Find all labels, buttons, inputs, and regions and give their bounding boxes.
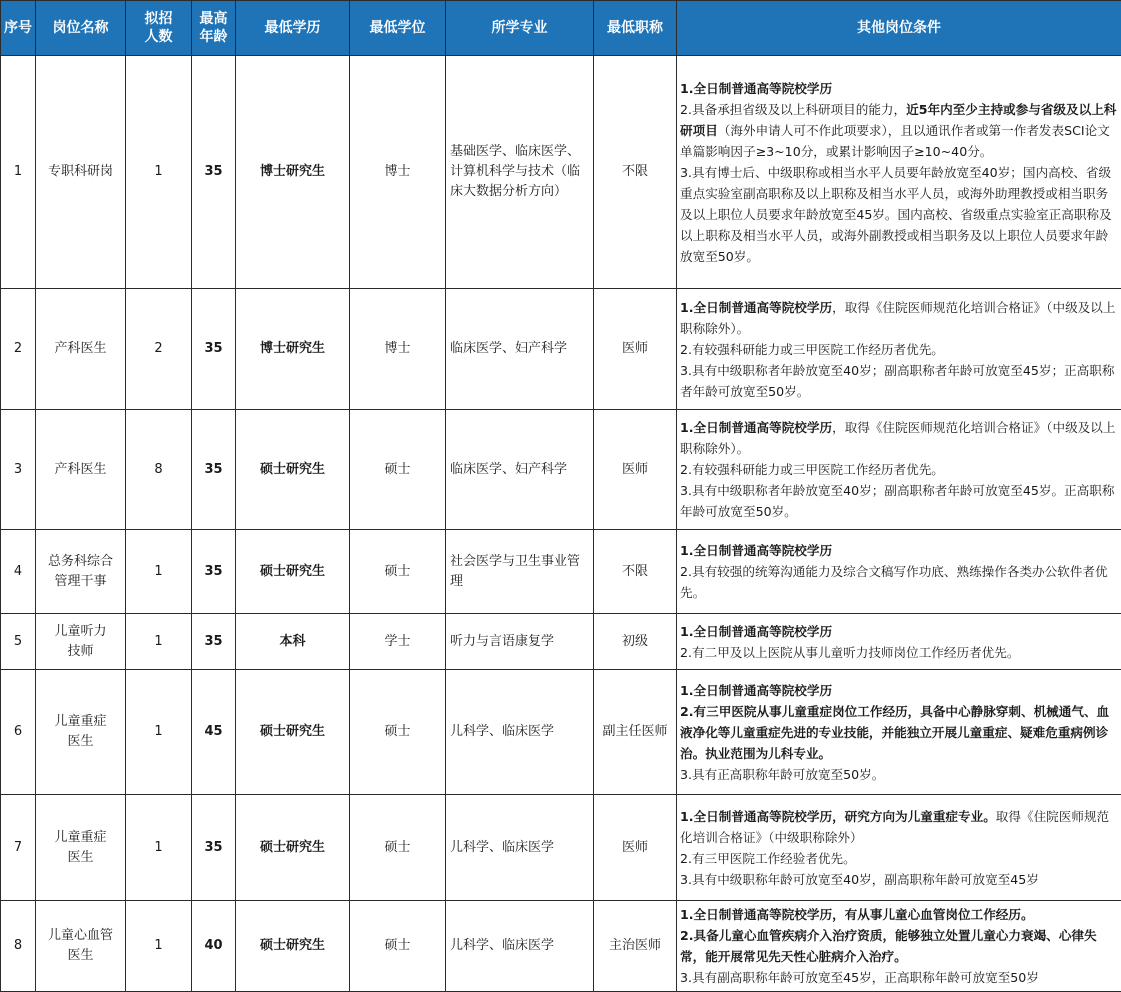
cell-edu: 硕士研究生 bbox=[236, 670, 350, 795]
cell-degree: 博士 bbox=[350, 289, 446, 410]
cell-degree: 硕士 bbox=[350, 795, 446, 901]
condition-text: 3.具有中级职称者年龄放宽至40岁；副高职称者年龄可放宽至45岁。正高职称年龄可放宽至50岁。 bbox=[680, 483, 1114, 519]
cell-major: 儿科学、临床医学 bbox=[446, 670, 594, 795]
table-row bbox=[1, 795, 1121, 901]
header-age-line1: 最高 bbox=[200, 11, 228, 27]
table-row bbox=[1, 410, 1121, 530]
condition-line bbox=[680, 297, 1118, 339]
condition-line bbox=[680, 806, 1118, 848]
cell-post-line: 医生 bbox=[36, 732, 125, 752]
cell-degree: 硕士 bbox=[350, 530, 446, 614]
cell-conditions bbox=[677, 670, 1121, 795]
table-row bbox=[1, 289, 1121, 410]
condition-line bbox=[680, 925, 1118, 967]
condition-text: 2.具备承担省级及以上科研项目的能力， bbox=[680, 102, 906, 117]
cell-title: 不限 bbox=[594, 530, 677, 614]
cell-degree: 硕士 bbox=[350, 901, 446, 992]
cell-post-line: 产科医生 bbox=[36, 460, 125, 480]
cell-major: 基础医学、临床医学、计算机科学与技术（临床大数据分析方向） bbox=[446, 56, 594, 289]
condition-line bbox=[680, 99, 1118, 162]
condition-line bbox=[680, 621, 1118, 642]
cell-no: 7 bbox=[1, 795, 36, 901]
header-cond: 其他岗位条件 bbox=[677, 1, 1121, 56]
cell-conditions bbox=[677, 614, 1121, 670]
condition-text: 2.有三甲医院工作经验者优先。 bbox=[680, 851, 856, 866]
condition-text: ，取得《住院医师规范化培训合格证》（中级及以上职称除外）。 bbox=[680, 420, 1115, 456]
cell-no: 3 bbox=[1, 410, 36, 530]
cell-no: 1 bbox=[1, 56, 36, 289]
cell-degree: 博士 bbox=[350, 56, 446, 289]
cell-major: 儿科学、临床医学 bbox=[446, 901, 594, 992]
condition-text: 3.具有中级职称者年龄放宽至40岁；副高职称者年龄可放宽至45岁；正高职称者年龄可放宽至50岁。 bbox=[680, 363, 1114, 399]
cell-title: 副主任医师 bbox=[594, 670, 677, 795]
condition-line bbox=[680, 360, 1118, 402]
condition-line bbox=[680, 967, 1118, 988]
condition-line bbox=[680, 417, 1118, 459]
cell-edu: 硕士研究生 bbox=[236, 530, 350, 614]
condition-line bbox=[680, 78, 1118, 99]
condition-text-bold: 1.全日制普通高等院校学历 bbox=[680, 624, 832, 639]
header-edu: 最低学历 bbox=[236, 1, 350, 56]
cell-major: 临床医学、妇产科学 bbox=[446, 410, 594, 530]
condition-text: 3.具有博士后、中级职称或相当水平人员要年龄放宽至40岁；国内高校、省级重点实验室副高职称及以上职称及相当水平人员，或海外助理教授或相当职务及以上职位人员要求年龄放宽至45岁。国内高校、省级重点实验室正高职称及以上职称及相当水平人员，或海外副教授或相当职务及以上职位人员要求年龄放宽至50岁。 bbox=[680, 165, 1112, 264]
condition-text-bold: 2.具备儿童心血管疾病介入治疗资质，能够独立处置儿童心力衰竭、心律失常，能开展常见先天性心脏病介入治疗。 bbox=[680, 928, 1097, 964]
cell-degree: 硕士 bbox=[350, 410, 446, 530]
cell-num: 1 bbox=[126, 901, 192, 992]
cell-post bbox=[36, 56, 126, 289]
cell-edu: 博士研究生 bbox=[236, 289, 350, 410]
cell-post-line: 医生 bbox=[36, 848, 125, 868]
cell-post-line: 管理干事 bbox=[36, 572, 125, 592]
condition-line bbox=[680, 764, 1118, 785]
condition-text: 3.具有中级职称年龄可放宽至40岁，副高职称年龄可放宽至45岁 bbox=[680, 872, 1039, 887]
condition-line bbox=[680, 680, 1118, 701]
cell-conditions bbox=[677, 530, 1121, 614]
header-num-line2: 人数 bbox=[145, 29, 173, 45]
cell-conditions bbox=[677, 410, 1121, 530]
cell-post bbox=[36, 614, 126, 670]
cell-edu: 博士研究生 bbox=[236, 56, 350, 289]
condition-text: 3.具有副高职称年龄可放宽至45岁，正高职称年龄可放宽至50岁 bbox=[680, 970, 1039, 985]
cell-post-line: 专职科研岗 bbox=[36, 162, 125, 182]
cell-degree: 硕士 bbox=[350, 670, 446, 795]
cell-conditions bbox=[677, 289, 1121, 410]
cell-num: 1 bbox=[126, 614, 192, 670]
cell-conditions bbox=[677, 56, 1121, 289]
header-no: 序号 bbox=[1, 1, 36, 56]
cell-num: 2 bbox=[126, 289, 192, 410]
cell-age: 35 bbox=[192, 530, 236, 614]
cell-post-line: 儿童重症 bbox=[36, 712, 125, 732]
condition-text-bold: 1.全日制普通高等院校学历 bbox=[680, 543, 832, 558]
condition-line bbox=[680, 869, 1118, 890]
table-row bbox=[1, 56, 1121, 289]
cell-major: 儿科学、临床医学 bbox=[446, 795, 594, 901]
cell-age: 35 bbox=[192, 614, 236, 670]
cell-post bbox=[36, 289, 126, 410]
condition-text: 取得《住院医师规范化培训合格证》（中级职称除外） bbox=[680, 809, 1109, 845]
cell-title: 医师 bbox=[594, 795, 677, 901]
cell-title: 主治医师 bbox=[594, 901, 677, 992]
condition-text-bold: 1.全日制普通高等院校学历 bbox=[680, 683, 832, 698]
cell-post-line: 技师 bbox=[36, 642, 125, 662]
cell-post bbox=[36, 530, 126, 614]
cell-title: 医师 bbox=[594, 410, 677, 530]
header-major: 所学专业 bbox=[446, 1, 594, 56]
condition-text: 2.有二甲及以上医院从事儿童听力技师岗位工作经历者优先。 bbox=[680, 645, 1019, 660]
condition-text-bold: 2.有三甲医院从事儿童重症岗位工作经历，具备中心静脉穿刺、机械通气、血液净化等儿童重症先进的专业技能，并能独立开展儿童重症、疑难危重病例诊治。执业范围为儿科专业。 bbox=[680, 704, 1109, 761]
condition-text: ，取得《住院医师规范化培训合格证》（中级及以上职称除外）。 bbox=[680, 300, 1115, 336]
header-age bbox=[192, 1, 236, 56]
cell-post-line: 产科医生 bbox=[36, 339, 125, 359]
condition-text-bold: 1.全日制普通高等院校学历 bbox=[680, 300, 832, 315]
header-num-line1: 拟招 bbox=[145, 11, 173, 27]
cell-no: 6 bbox=[1, 670, 36, 795]
cell-degree: 学士 bbox=[350, 614, 446, 670]
cell-num: 1 bbox=[126, 670, 192, 795]
condition-text-bold: 1.全日制普通高等院校学历 bbox=[680, 81, 832, 96]
condition-text: 2.有较强科研能力或三甲医院工作经历者优先。 bbox=[680, 462, 944, 477]
cell-edu: 硕士研究生 bbox=[236, 410, 350, 530]
condition-line bbox=[680, 162, 1118, 267]
cell-age: 35 bbox=[192, 795, 236, 901]
table-row bbox=[1, 614, 1121, 670]
header-degree: 最低学位 bbox=[350, 1, 446, 56]
condition-text: （海外申请人可不作此项要求），且以通讯作者或第一作者发表SCI论文单篇影响因子≥3~10分，或累计影响因子≥10~40分。 bbox=[680, 123, 1110, 159]
cell-age: 35 bbox=[192, 56, 236, 289]
cell-title: 医师 bbox=[594, 289, 677, 410]
cell-title: 不限 bbox=[594, 56, 677, 289]
table-row bbox=[1, 530, 1121, 614]
condition-text-bold: 1.全日制普通高等院校学历 bbox=[680, 420, 832, 435]
cell-title: 初级 bbox=[594, 614, 677, 670]
cell-num: 8 bbox=[126, 410, 192, 530]
cell-major: 临床医学、妇产科学 bbox=[446, 289, 594, 410]
cell-no: 5 bbox=[1, 614, 36, 670]
cell-no: 8 bbox=[1, 901, 36, 992]
cell-num: 1 bbox=[126, 530, 192, 614]
header-row bbox=[1, 1, 1121, 56]
condition-line bbox=[680, 339, 1118, 360]
condition-text-bold: 近5年内至少主持或参与省级及以上科研项目 bbox=[680, 102, 1116, 138]
cell-num: 1 bbox=[126, 56, 192, 289]
condition-line bbox=[680, 701, 1118, 764]
cell-post-line: 医生 bbox=[36, 946, 125, 966]
table-row bbox=[1, 670, 1121, 795]
cell-post bbox=[36, 901, 126, 992]
table-row bbox=[1, 901, 1121, 992]
cell-major: 社会医学与卫生事业管理 bbox=[446, 530, 594, 614]
condition-text: 2.有较强科研能力或三甲医院工作经历者优先。 bbox=[680, 342, 944, 357]
header-post: 岗位名称 bbox=[36, 1, 126, 56]
header-age-line2: 年龄 bbox=[200, 29, 228, 45]
cell-post-line: 总务科综合 bbox=[36, 552, 125, 572]
cell-age: 35 bbox=[192, 410, 236, 530]
cell-post-line: 儿童重症 bbox=[36, 828, 125, 848]
header-title: 最低职称 bbox=[594, 1, 677, 56]
condition-text-bold: 1.全日制普通高等院校学历，研究方向为儿童重症专业。 bbox=[680, 809, 996, 824]
cell-num: 1 bbox=[126, 795, 192, 901]
condition-line bbox=[680, 540, 1118, 561]
cell-major: 听力与言语康复学 bbox=[446, 614, 594, 670]
condition-line bbox=[680, 642, 1118, 663]
cell-edu: 本科 bbox=[236, 614, 350, 670]
condition-text-bold: 1.全日制普通高等院校学历，有从事儿童心血管岗位工作经历。 bbox=[680, 907, 1034, 922]
condition-line bbox=[680, 459, 1118, 480]
cell-edu: 硕士研究生 bbox=[236, 795, 350, 901]
cell-age: 40 bbox=[192, 901, 236, 992]
cell-post bbox=[36, 670, 126, 795]
condition-line bbox=[680, 904, 1118, 925]
cell-conditions bbox=[677, 795, 1121, 901]
condition-line bbox=[680, 848, 1118, 869]
cell-no: 2 bbox=[1, 289, 36, 410]
condition-text: 2.具有较强的统筹沟通能力及综合文稿写作功底、熟练操作各类办公软件者优先。 bbox=[680, 564, 1108, 600]
cell-edu: 硕士研究生 bbox=[236, 901, 350, 992]
cell-conditions bbox=[677, 901, 1121, 992]
cell-age: 35 bbox=[192, 289, 236, 410]
cell-age: 45 bbox=[192, 670, 236, 795]
cell-post-line: 儿童听力 bbox=[36, 622, 125, 642]
condition-line bbox=[680, 561, 1118, 603]
cell-no: 4 bbox=[1, 530, 36, 614]
cell-post-line: 儿童心血管 bbox=[36, 926, 125, 946]
condition-line bbox=[680, 480, 1118, 522]
condition-text: 3.具有正高职称年龄可放宽至50岁。 bbox=[680, 767, 884, 782]
table-body bbox=[1, 56, 1121, 992]
cell-post bbox=[36, 410, 126, 530]
header-num bbox=[126, 1, 192, 56]
cell-post bbox=[36, 795, 126, 901]
